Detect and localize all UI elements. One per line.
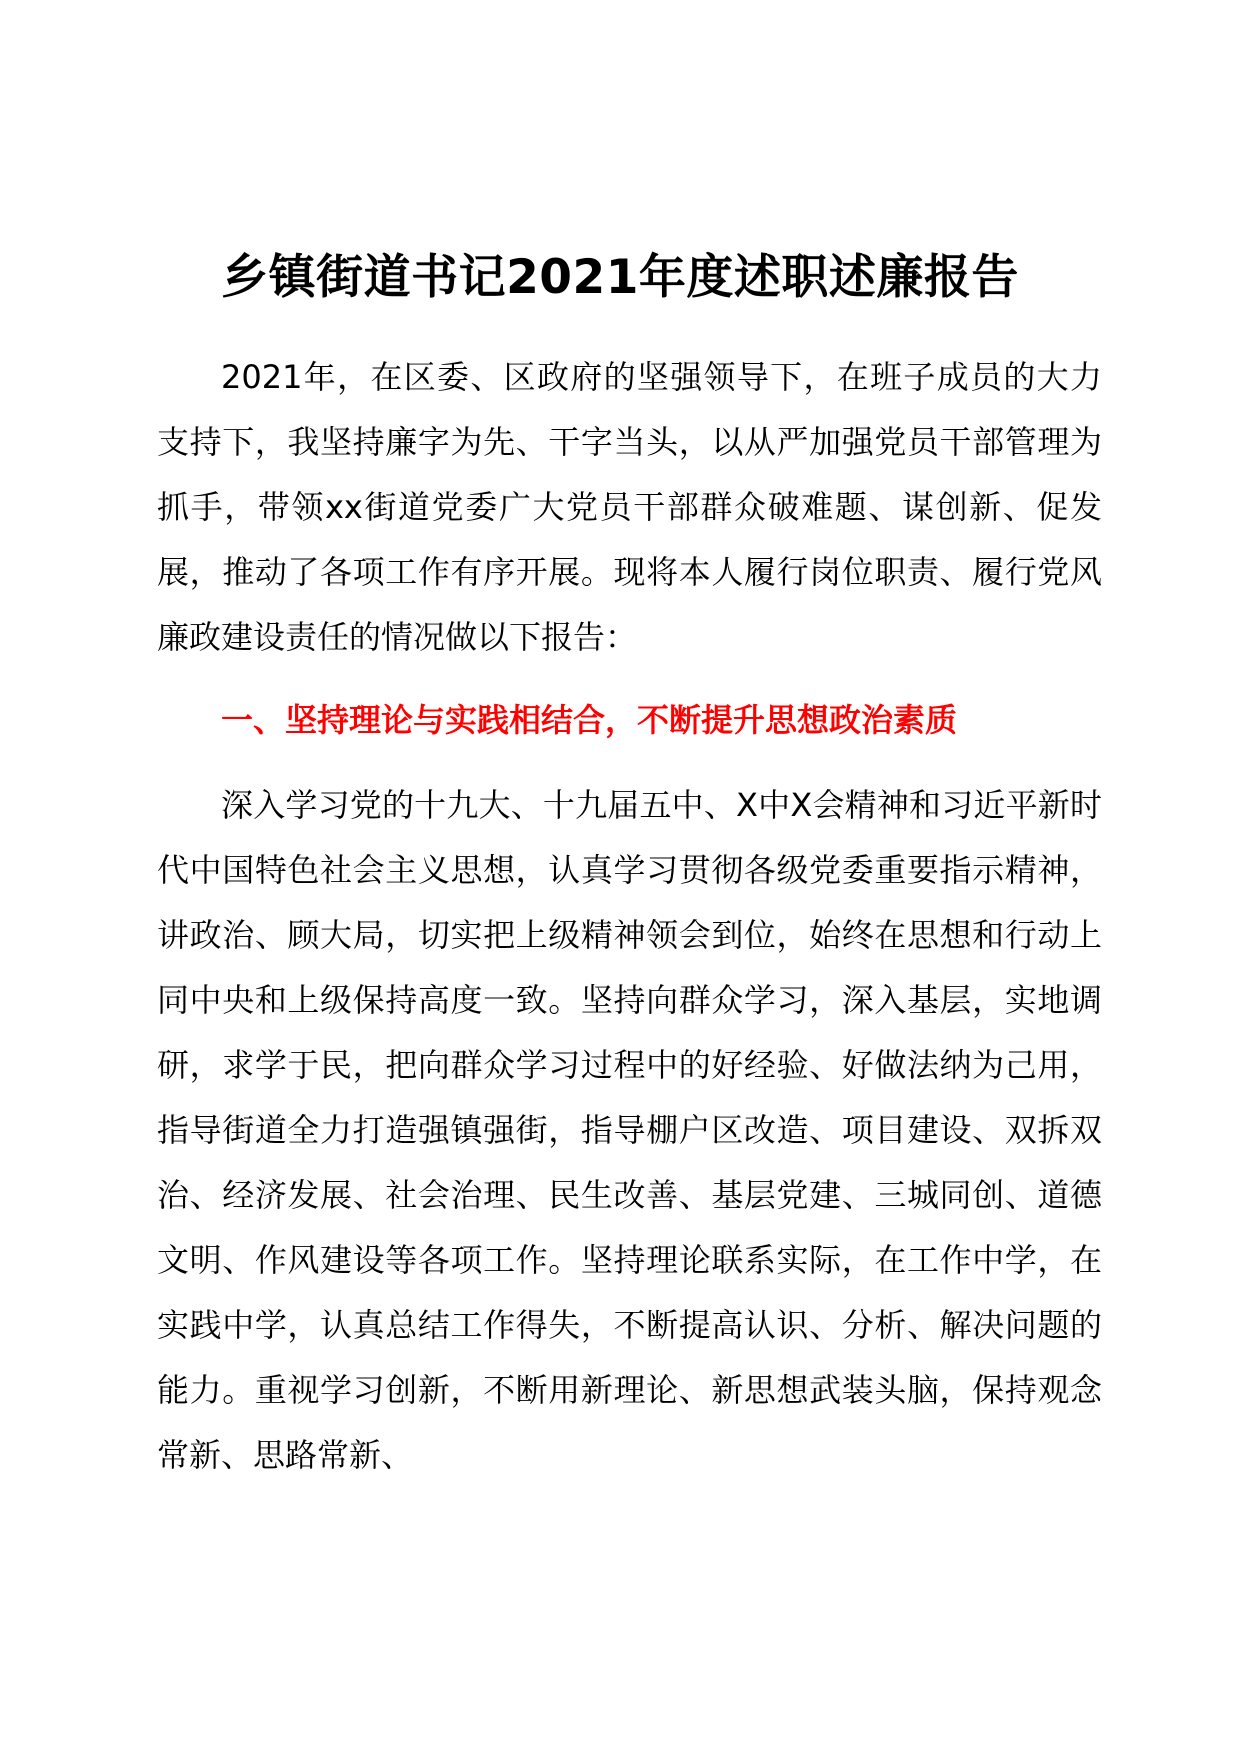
section-heading: 一、坚持理论与实践相结合，不断提升思想政治素质	[221, 701, 958, 739]
intro-paragraph: 2021年，在区委、区政府的坚强领导下，在班子成员的大力支持下，我坚持廉字为先、干字当头，以从严加强党员干部管理为抓手，带领xx街道党委广大党员干部群众破难题、谋创新、促发展，推动了各项工作有序开展。现将本人履行岗位职责、履行党风廉政建设责任的情况做以下报告：	[157, 358, 1102, 656]
document-title: 乡镇街道书记2021年度述职述廉报告	[221, 250, 1019, 305]
section-body-paragraph: 深入学习党的十九大、十九届五中、X中X会精神和习近平新时代中国特色社会主义思想，认真学习贯彻各级党委重要指示精神，讲政治、顾大局，切实把上级精神领会到位，始终在思想和行动上同中央和上级保持高度一致。坚持向群众学习，深入基层，实地调研，求学于民，把向群众学习过程中的好经验、好做法纳为己用，指导街道全力打造强镇强街，指导棚户区改造、项目建设、双拆双治、经济发展、社会治理、民生改善、基层党建、三城同创、道德文明、作风建设等各项工作。坚持理论联系实际，在工作中学，在实践中学，认真总结工作得失，不断提高认识、分析、解决问题的能力。重视学习创新，不断用新理论、新思想武装头脑，保持观念常新、思路常新、	[157, 786, 1102, 1474]
